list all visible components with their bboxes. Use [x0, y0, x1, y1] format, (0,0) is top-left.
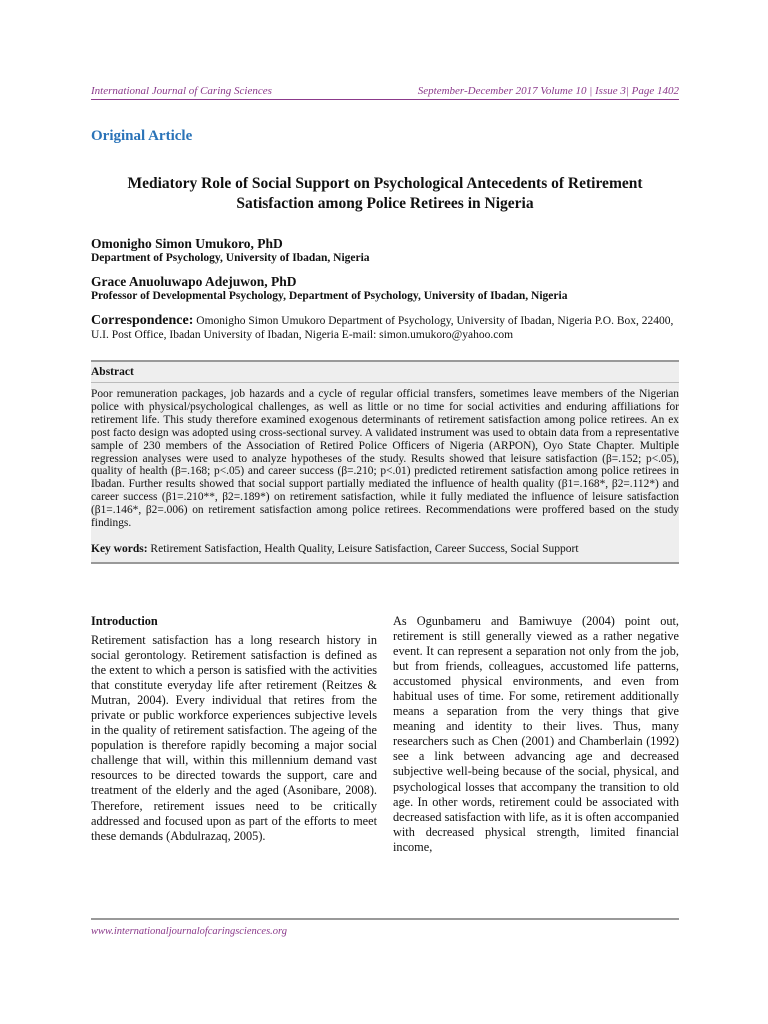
footer-divider: [91, 918, 679, 920]
author-2-name: Grace Anuoluwapo Adejuwon, PhD: [91, 274, 297, 289]
abstract-text: Poor remuneration packages, job hazards and a cycle of regular official transfers, sometimes leave members of the Nigerian police with physical/psychological challenges, as well as little or no time for social activities and enduring affiliations for retirement life. This study therefore examined exogenous determinants of retirement satisfaction among police retirees. An ex post facto design was adopted using cross-sectional survey. A validated instrument was used to obtain data from a representative sample of 230 members of the Association of Retired Police Officers of Nigeria (ARPON), Oyo State Chapter. Multiple regression analyses were used to analyze hypotheses of the study. Results showed that leisure satisfaction (β=.152; p<.05), quality of health (β=.168; p<.05) and career success (β=.210; p<.01) predicted retirement satisfaction among police retirees in Ibadan. Further results showed that social support partially mediated the influence of health quality (β1=.168*, β2=.112*) and career success (β1=.210**, β2=.189*) on retirement satisfaction, while it fully mediated the influence of leisure satisfaction (β1=.146*, β2=.006) on retirement satisfaction among police retirees. Recommendations were proffered based on the study findings.: [91, 388, 679, 530]
paper-title: Mediatory Role of Social Support on Psychological Antecedents of Retirement Satisfaction among Police Retirees in Nigeria: [127, 175, 643, 212]
footer-url[interactable]: www.internationaljournalofcaringsciences.org: [91, 926, 287, 937]
author-1-affiliation: Department of Psychology, University of Ibadan, Nigeria: [91, 252, 370, 264]
correspondence-text: Omonigho Simon Umukoro Department of Psychology, University of Ibadan, Nigeria P.O. Box, 22400, U.I. Post Office, Ibadan University of Ibadan, Nigeria E-mail: simon.umukoro@yahoo.com: [91, 315, 674, 341]
author-2-affiliation: Professor of Developmental Psychology, Department of Psychology, University of Ibadan, Nigeria: [91, 290, 568, 302]
article-type: Original Article: [91, 128, 193, 144]
journal-name: International Journal of Caring Sciences: [91, 85, 272, 97]
keywords-label: Key words:: [91, 543, 148, 555]
issue-info: September-December 2017 Volume 10 | Issue 3| Page 1402: [417, 85, 679, 97]
introduction-heading: Introduction: [91, 614, 158, 628]
abstract-divider: [91, 382, 679, 383]
abstract-box: [91, 360, 679, 564]
author-1-name: Omonigho Simon Umukoro, PhD: [91, 236, 283, 251]
body-column-left: [91, 633, 377, 844]
header-divider: [91, 99, 679, 100]
correspondence-label: Correspondence:: [91, 313, 194, 328]
intro-paragraph-2: As Ogunbameru and Bamiwuye (2004) point out, retirement is still generally viewed as a rather negative event. It can represent a separation not only from the job, but from friends, colleagues, accustomed life patterns, accustomed physical environments, and even from habitual uses of time. For some, retirement additionally means a separation from the very things that give meaning and identity to their lives. Thus, many researchers such as Chen (2001) and Chamberlain (1992) see a link between advancing age and decreased subjective well-being because of the social, physical, and psychological losses that accompany the transition to old age. In other words, retirement could be associated with decreased satisfaction with life, as it is often accompanied with decreased physical strength, limited financial income,: [393, 614, 679, 854]
abstract-heading: Abstract: [91, 366, 134, 378]
keywords: [91, 543, 679, 555]
intro-paragraph-1: Retirement satisfaction has a long research history in social gerontology. Retirement satisfaction is defined as the extent to which a person is satisfied with the activities that constitute everyday life after retirement (Reitzes & Mutran, 2004). Every individual that retires from the private or public workforce experiences subjective levels in the quality of retirement satisfaction. The ageing of the population is therefore rapidly becoming a major social challenge that will, within this millennium demand vast resources to be directed towards the support, care and treatment of the elderly and the aged (Asonibare, 2008). Therefore, retirement issues need to be critically addressed and focused upon as part of the efforts to meet these demands (Abdulrazaq, 2005).: [91, 633, 377, 843]
correspondence: [91, 314, 679, 342]
body-column-right: [393, 614, 679, 855]
keywords-text: Retirement Satisfaction, Health Quality, Leisure Satisfaction, Career Success, Social Support: [150, 543, 579, 555]
